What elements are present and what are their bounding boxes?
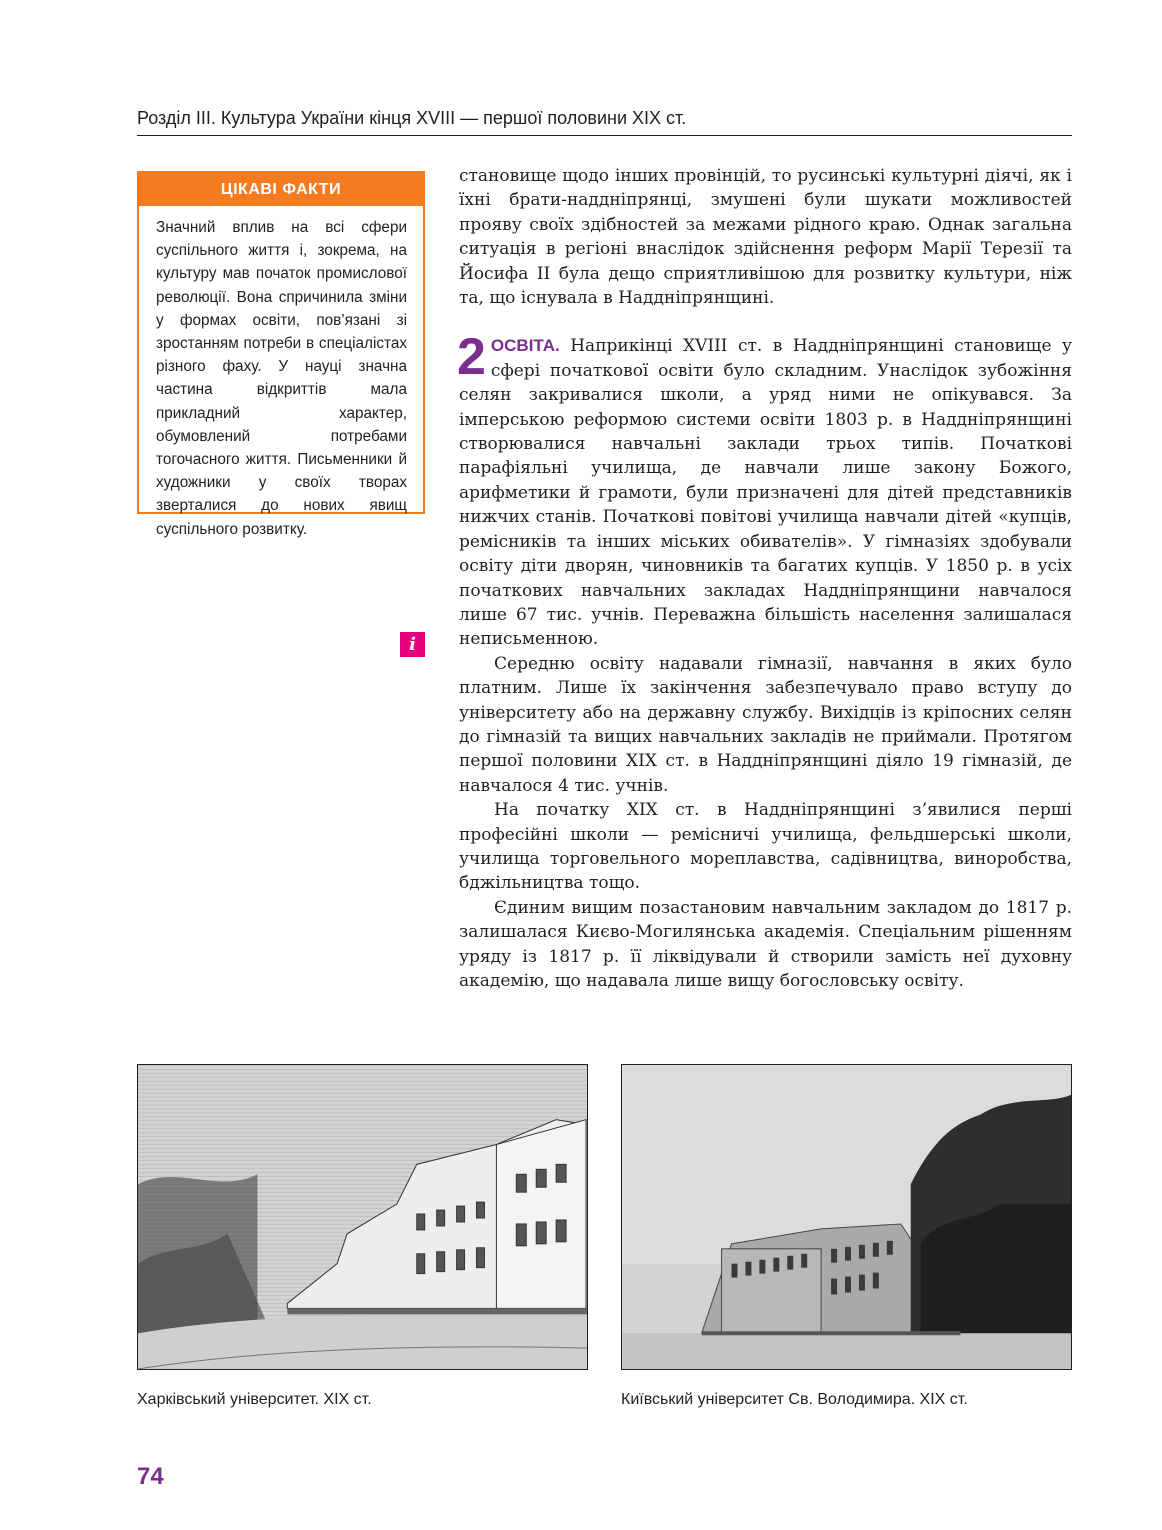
kharkiv-university-photo xyxy=(137,1064,588,1370)
running-title: Розділ ІІІ. Культура України кінця XVIII — першої половини XIX ст. xyxy=(137,108,687,128)
facts-box-title: ЦІКАВІ ФАКТИ xyxy=(139,173,423,206)
section-first-paragraph xyxy=(457,328,1073,651)
intro-paragraph: становище щодо інших провінцій, то русинські культурні діячі, як і їхні брати-наддніпрянці, змушені були шукати можливостей прояву своїх здібностей за межами рідного краю. Однак загальна ситуація в регіоні внаслідок здійснення реформ Марії Терезії та Йосифа ІІ була дещо сприятливішою для розвитку культури, ніж та, що існувала в Наддніпрянщині. xyxy=(459,166,1072,309)
section-paragraph-3: На початку XIX ст. в Наддніпрянщині з’явилися перші професійні школи — ремісничі училища, фельдшерські школи, училища торговельного мореплавства, садівництва, виноробства, бджільництва тощо. xyxy=(459,800,1072,894)
facts-box-text: Значний вплив на всі сфери суспільного життя і, зокрема, на культуру мав початок промислової революції. Вона спричинила зміни у формах освіти, пов’язані зі зростанням потреби в спеціалістах різного фаху. У науці значна частина відкриттів мала прикладний характер, обумовлений потребами тогочасного життя. Письменники й художники у своїх творах зверталися до нових явищ суспільного розвитку. xyxy=(156,219,407,538)
section-paragraph-4: Єдиним вищим позастановим навчальним закладом до 1817 р. залишалася Києво-Могилянська академія. Спеціальним рішенням уряду із 1817 р. її ліквідували й створили замість неї духовну академію, що надавала лише вищу богословську освіту. xyxy=(459,897,1072,991)
interesting-facts-box xyxy=(137,171,425,538)
kyiv-university-photo xyxy=(621,1064,1072,1370)
info-icon: i xyxy=(400,632,425,657)
figure-caption-kyiv: Київський університет Св. Володимира. XIX ст. xyxy=(621,1391,968,1408)
engraving-illustration xyxy=(138,1065,587,1369)
photograph-illustration xyxy=(622,1065,1071,1369)
page-number: 74 xyxy=(137,1463,164,1490)
section-paragraph-2: Середню освіту надавали гімназії, навчання в яких було платним. Лише їх закінчення забезпечувало право вступу до університету або на державну службу. Вихідців із кріпосних селян до гімназій та вищих навчальних закладів не приймали. Протягом першої половини XIX ст. в Наддніпрянщині діяло 19 гімназій, де навчалося 4 тис. учнів. xyxy=(459,653,1072,796)
section-title: ОСВІТА. xyxy=(490,336,560,356)
header-rule xyxy=(137,135,1072,136)
section-paragraph-1: Наприкінці XVIII ст. в Наддніпрянщині становище у сфері початкової освіти було складним. Унаслідок зубожіння селян закривалися школи, а уряд ними не опікувався. За імперською реформою системи освіти 1803 р. в Наддніпрянщині створювалися навчальні заклади трьох типів. Початкові парафіяльні училища, де навчали лише закону Божого, арифметики й грамоти, були призначені для дітей представників нижчих станів. Початкові повітові училища навчали дітей «купців, ремісників та інших міських обивателів». У гімназіях здобували освіту діти дворян, чиновників та багатих купців. У 1850 р. в усіх початкових навчальних закладах Наддніпрянщини навчалося лише 67 тис. учнів. Переважна більшість населення залишалася неписьменною. xyxy=(459,336,1073,650)
section-number: 2 xyxy=(457,328,486,387)
figure-caption-kharkiv: Харківський університет. XIX ст. xyxy=(137,1391,372,1408)
main-text-column xyxy=(459,164,1072,993)
